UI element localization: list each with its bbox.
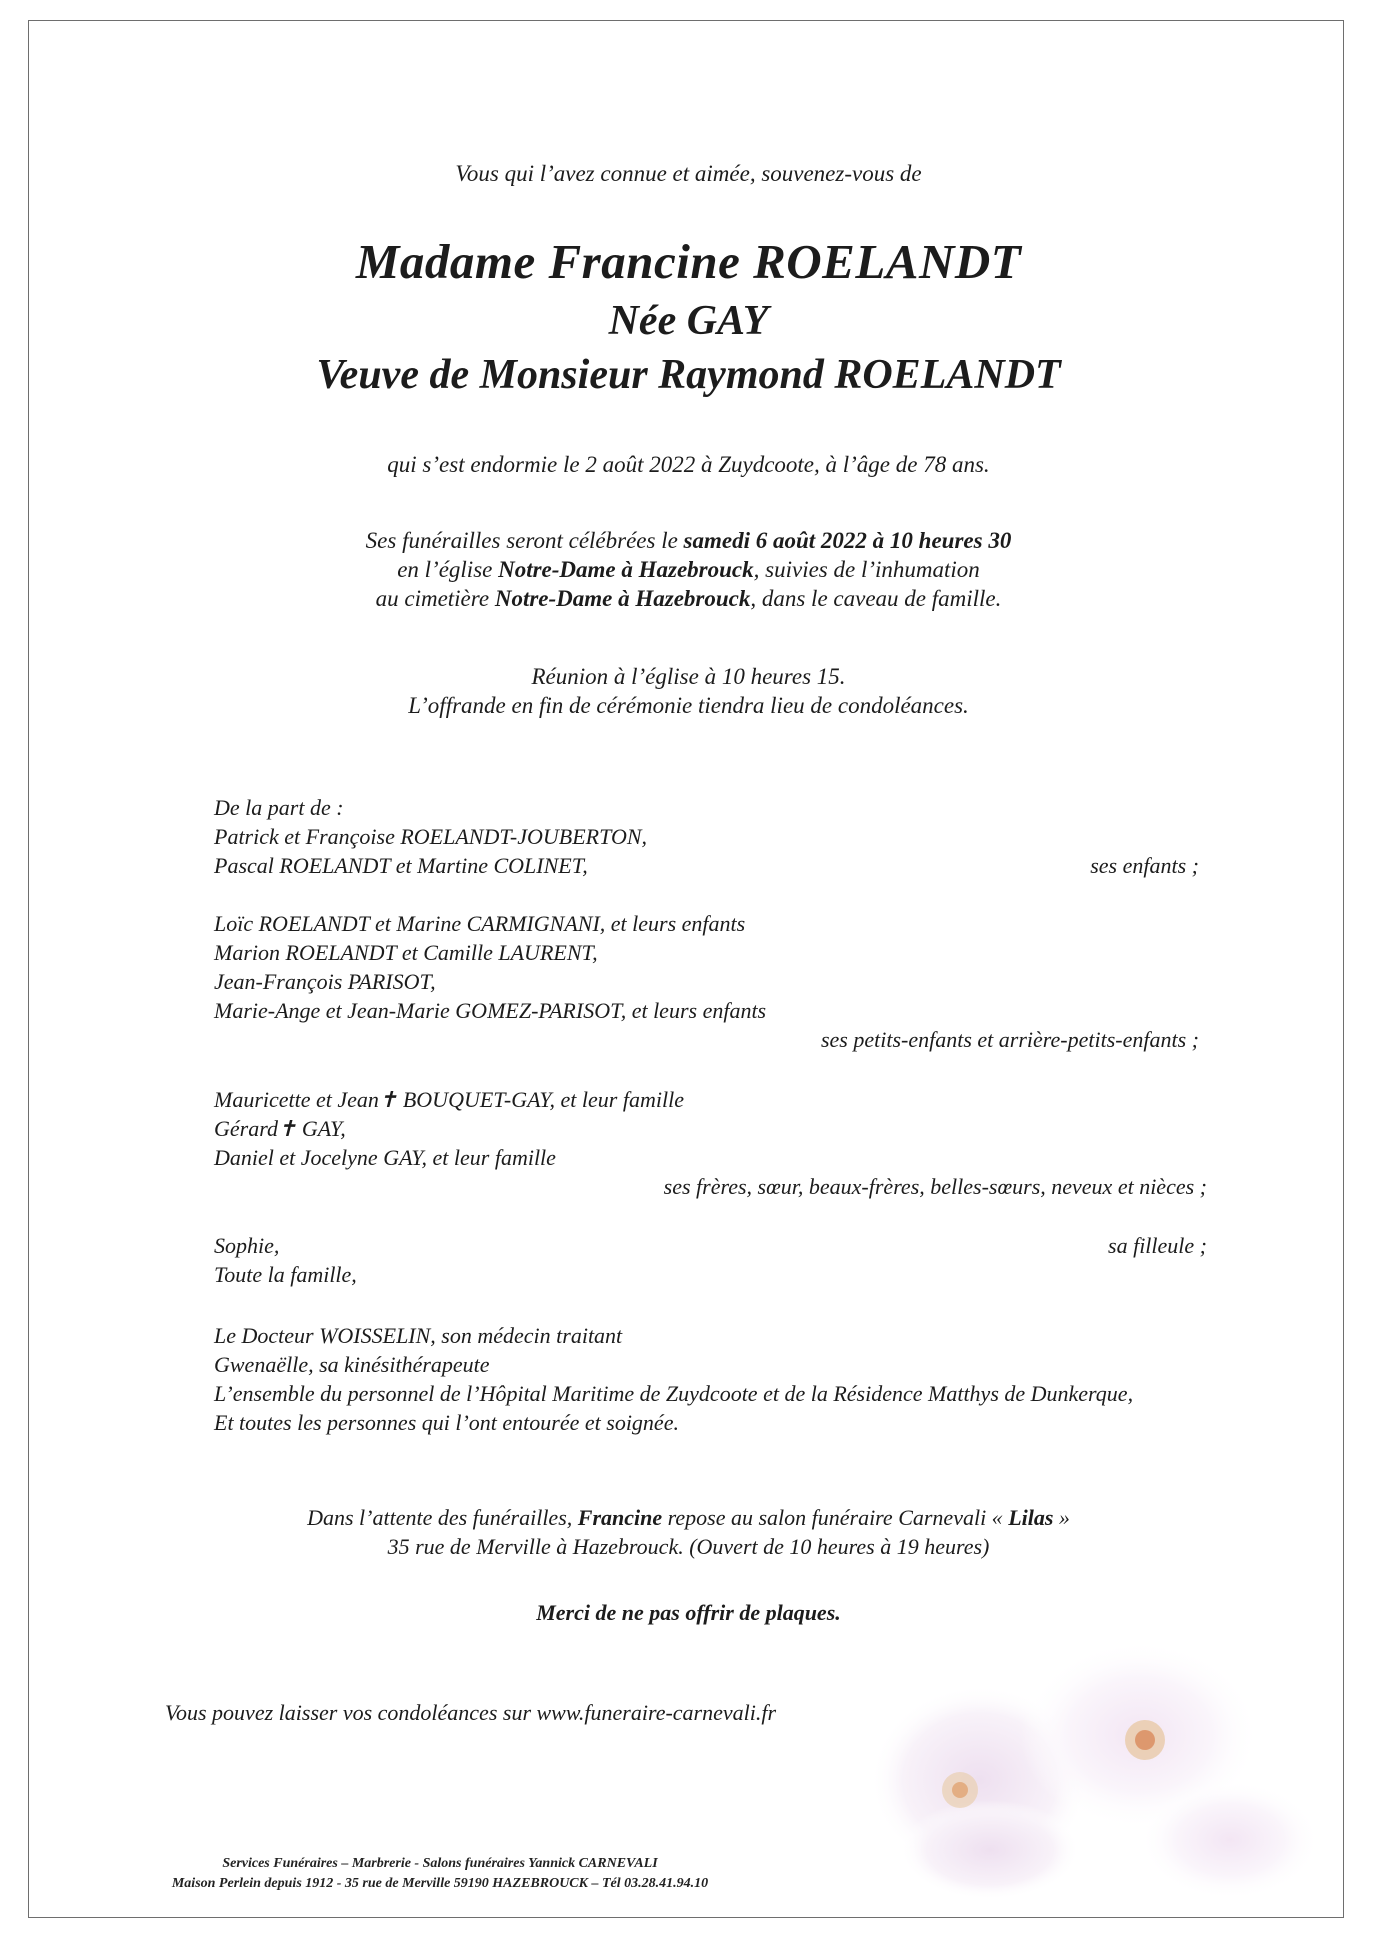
maiden-name: Née GAY	[608, 298, 769, 344]
grandchild-1: Loïc ROELANDT et Marine CARMIGNANI, et leurs enfants	[214, 911, 746, 936]
intro-line: Vous qui l’avez connue et aimée, souvenez-vous de	[455, 161, 922, 186]
orchid-flowers	[830, 1640, 1330, 1900]
sibling-2: Gérard✝ GAY,	[214, 1116, 346, 1141]
care-2: Gwenaëlle, sa kinésithérapeute	[214, 1352, 490, 1377]
sibling-1: Mauricette et Jean✝ BOUQUET-GAY, et leur famille	[214, 1087, 684, 1112]
care-3: L’ensemble du personnel de l’Hôpital Maritime de Zuydcoote et de la Résidence Matthys de Dunkerque,	[214, 1381, 1134, 1406]
deceased-name: Madame Francine ROELANDT	[355, 234, 1022, 289]
child-1: Patrick et Françoise ROELANDT-JOUBERTON,	[214, 824, 648, 849]
funeral-line-1: Ses funérailles seront célébrées le samedi 6 août 2022 à 10 heures 30	[365, 528, 1012, 553]
children-role: ses enfants ;	[1090, 853, 1199, 878]
salon-line-1: Dans l’attente des funérailles, Francine repose au salon funéraire Carnevali « Lilas »	[307, 1505, 1070, 1530]
condolences-line: Vous pouvez laisser vos condoléances sur www.funeraire-carnevali.fr	[165, 1700, 777, 1725]
child-2: Pascal ROELANDT et Martine COLINET,	[214, 853, 588, 878]
grandchild-2: Marion ROELANDT et Camille LAURENT,	[214, 940, 598, 965]
care-1: Le Docteur WOISSELIN, son médecin traitant	[214, 1323, 623, 1348]
funeral-line-2: en l’église Notre-Dame à Hazebrouck, suivies de l’inhumation	[397, 557, 980, 582]
reunion-line: Réunion à l’église à 10 heures 15.	[531, 664, 846, 689]
orchid-image	[830, 1640, 1330, 1900]
widow-line: Veuve de Monsieur Raymond ROELANDT	[316, 352, 1061, 398]
grandchild-4: Marie-Ange et Jean-Marie GOMEZ-PARISOT, et leurs enfants	[214, 998, 767, 1023]
grandchildren-role: ses petits-enfants et arrière-petits-enfants ;	[820, 1027, 1199, 1052]
funeral-line-3: au cimetière Notre-Dame à Hazebrouck, dans le caveau de famille.	[375, 586, 1002, 611]
no-plaques-note: Merci de ne pas offrir de plaques.	[536, 1600, 841, 1625]
footer-line-1: Services Funéraires – Marbrerie - Salons funéraires Yannick CARNEVALI	[222, 1856, 658, 1871]
offrande-line: L’offrande en fin de cérémonie tiendra lieu de condoléances.	[408, 693, 969, 718]
sibling-3: Daniel et Jocelyne GAY, et leur famille	[214, 1145, 556, 1170]
goddaughter: Sophie,	[214, 1233, 280, 1258]
grandchild-3: Jean-François PARISOT,	[214, 969, 436, 994]
siblings-role: ses frères, sœur, beaux-frères, belles-sœurs, neveux et nièces ;	[663, 1174, 1207, 1199]
all-family: Toute la famille,	[214, 1262, 357, 1287]
goddaughter-role: sa filleule ;	[1108, 1233, 1207, 1258]
from-label: De la part de :	[214, 795, 344, 820]
death-line: qui s’est endormie le 2 août 2022 à Zuydcoote, à l’âge de 78 ans.	[387, 452, 990, 477]
care-4: Et toutes les personnes qui l’ont entourée et soignée.	[214, 1410, 679, 1435]
footer-line-2: Maison Perlein depuis 1912 - 35 rue de Merville 59190 HAZEBROUCK – Tél 03.28.41.94.10	[171, 1876, 709, 1891]
salon-line-2: 35 rue de Merville à Hazebrouck. (Ouvert de 10 heures à 19 heures)	[387, 1534, 990, 1559]
